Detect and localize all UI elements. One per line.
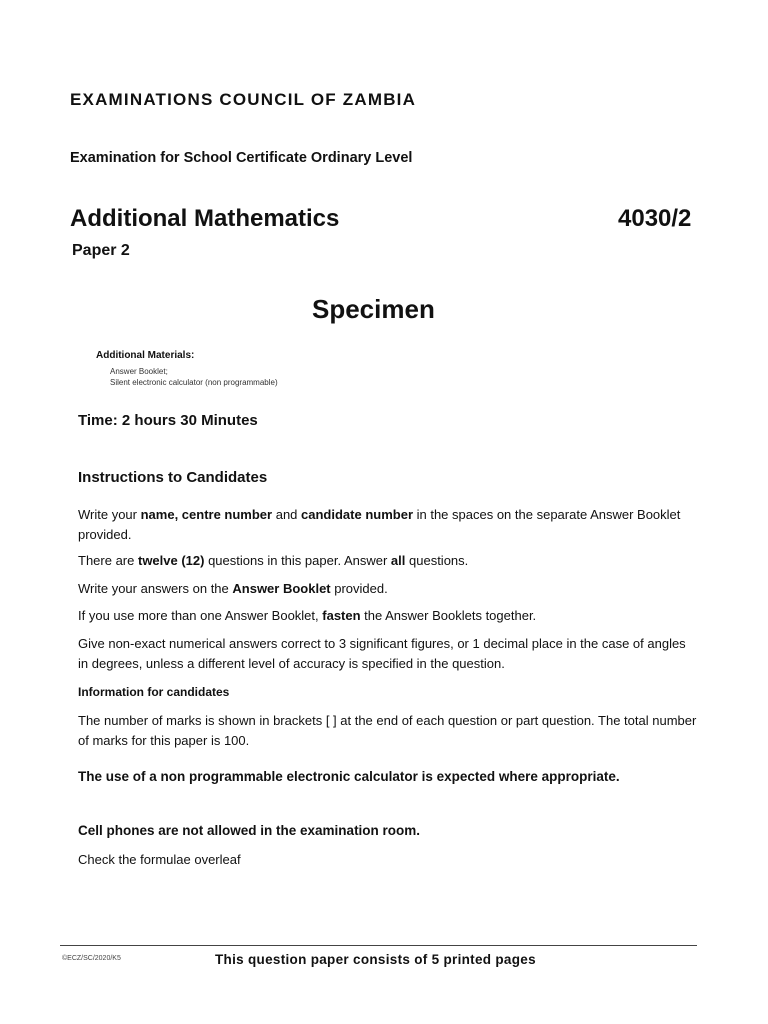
instruction-details	[78, 505, 698, 545]
footer-page-count: This question paper consists of 5 printed pages	[215, 952, 536, 967]
bold-text: twelve (12)	[137, 553, 205, 568]
text: the Answer Booklets together.	[360, 608, 537, 623]
specimen-label: Specimen	[312, 294, 435, 324]
paper-code: 4030/2	[618, 205, 692, 232]
bold-text: name, centre number	[140, 507, 273, 522]
materials-item: Silent electronic calculator (non programmable)	[110, 378, 278, 387]
formulae-note: Check the formulae overleaf	[78, 852, 241, 867]
text: There are	[78, 553, 138, 568]
text: If you use more than one Answer Booklet,	[78, 608, 323, 623]
exam-level: Examination for School Certificate Ordinary Level	[70, 150, 413, 166]
bold-text: all	[390, 553, 406, 568]
calculator-notice: The use of a non programmable electronic calculator is expected where appropriate.	[78, 769, 620, 784]
materials-heading: Additional Materials:	[96, 350, 195, 361]
instruction-questions	[78, 551, 698, 571]
text: in the spaces on the separate Answer Booklet provided.	[78, 507, 681, 542]
text: provided.	[330, 581, 388, 596]
bold-text: Answer Booklet	[232, 581, 331, 596]
text: questions in this paper. Answer	[204, 553, 391, 568]
text: and	[272, 507, 302, 522]
text: questions.	[405, 553, 469, 568]
bold-text: fasten	[322, 608, 361, 623]
council-title: EXAMINATIONS COUNCIL OF ZAMBIA	[70, 90, 417, 109]
materials-item: Answer Booklet;	[110, 367, 168, 376]
footer-divider	[60, 945, 697, 946]
time-allowed: Time: 2 hours 30 Minutes	[78, 412, 258, 429]
paper-number: Paper 2	[72, 242, 130, 259]
instruction-accuracy: Give non-exact numerical answers correct to 3 significant figures, or 1 decimal place in the case of angles in degrees, unless a different level of accuracy is specified in the question.	[78, 636, 686, 671]
bold-text: candidate number	[301, 507, 413, 522]
phones-notice: Cell phones are not allowed in the examination room.	[78, 823, 421, 838]
information-marks: The number of marks is shown in brackets [ ] at the end of each question or part question. The total number of marks for this paper is 100.	[78, 713, 697, 748]
information-heading: Information for candidates	[78, 685, 230, 699]
instruction-fasten	[78, 606, 698, 626]
text: Write your	[78, 507, 141, 522]
instructions-heading: Instructions to Candidates	[78, 469, 268, 486]
subject-title: Additional Mathematics	[70, 205, 340, 232]
footer-code: ©ECZ/SC/2020/K5	[62, 955, 121, 962]
text: Write your answers on the	[78, 581, 233, 596]
instruction-answers	[78, 579, 698, 599]
